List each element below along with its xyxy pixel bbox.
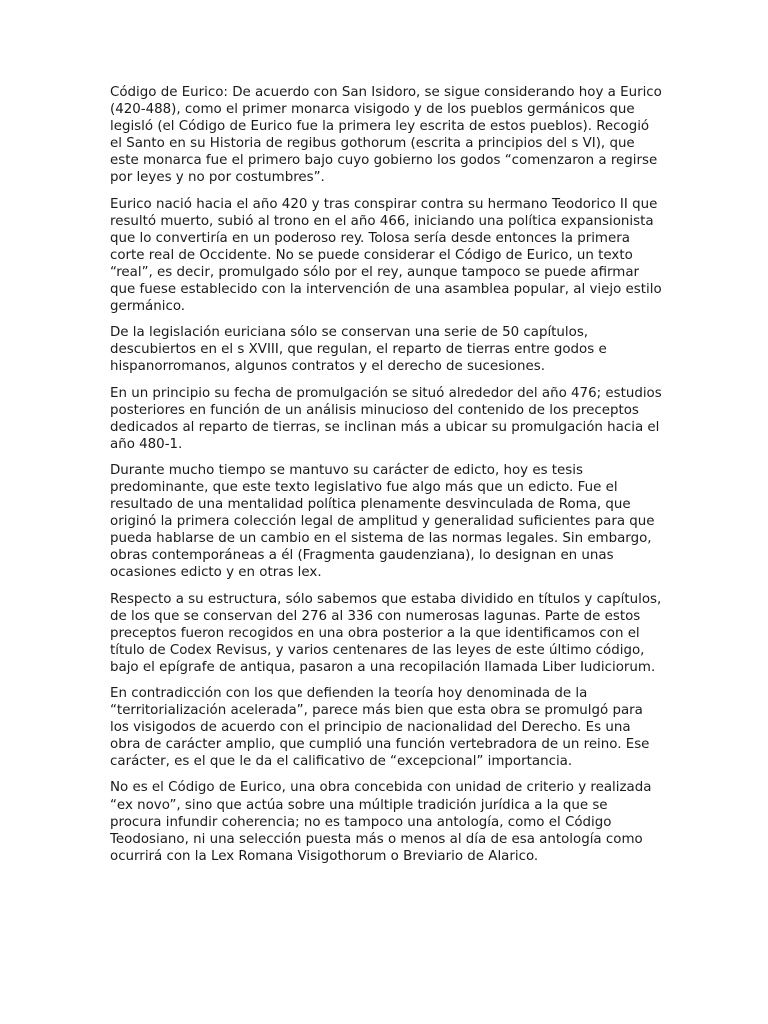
paragraph-2: Eurico nació hacia el año 420 y tras conspirar contra su hermano Teodorico II que resultó muerto, subió al trono en el año 466, iniciando una política expansionista que lo convertiría en un poderoso rey. Tolosa sería desde entonces la primera corte real de Occidente. No se puede considerar el Código de Eurico, un texto “real”, es decir, promulgado sólo por el rey, aunque tampoco se puede afirmar que fuese establecido con la intervención de una asamblea popular, al viejo estilo germánico. — [110, 196, 662, 315]
paragraph-3: De la legislación euriciana sólo se conservan una serie de 50 capítulos, descubiertos en el s XVIII, que regulan, el reparto de tierras entre godos e hispanorromanos, algunos contratos y el derecho de sucesiones. — [110, 325, 607, 375]
paragraph-1: Código de Eurico: De acuerdo con San Isidoro, se sigue considerando hoy a Eurico (420-488), como el primer monarca visigodo y de los pueblos germánicos que legisló (el Código de Eurico fue la primera ley escrita de estos pueblos). Recogió el Santo en su Historia de regibus gothorum (escrita a principios del s VI), que este monarca fue el primero bajo cuyo gobierno los godos “comenzaron a regirse por leyes y no por costumbres”. — [110, 85, 662, 186]
paragraph-4: En un principio su fecha de promulgación se situó alrededor del año 476; estudios posteriores en función de un análisis minucioso del contenido de los preceptos dedicados al reparto de tierras, se inclinan más a ubicar su promulgación hacia el año 480-1. — [110, 385, 662, 452]
paragraph-6: Respecto a su estructura, sólo sabemos que estaba dividido en títulos y capítulos, de los que se conservan del 276 al 336 con numerosas lagunas. Parte de estos preceptos fueron recogidos en una obra posterior a la que identificamos con el título de Codex Revisus, y varios centenares de las leyes de este último código, bajo el epígrafe de antiqua, pasaron a una recopilación llamada Liber Iudiciorum. — [110, 591, 662, 675]
paragraph-8: No es el Código de Eurico, una obra concebida con unidad de criterio y realizada “ex novo”, sino que actúa sobre una múltiple tradición jurídica a la que se procura infundir coherencia; no es tampoco una antología, como el Código Teodosiano, ni una selección puesta más o menos al día de esa antología como ocurrirá con la Lex Romana Visigothorum o Breviario de Alarico. — [110, 780, 652, 864]
paragraph-7: En contradicción con los que defienden la teoría hoy denominada de la “territorialización acelerada”, parece más bien que esta obra se promulgó para los visigodos de acuerdo con el principio de nacionalidad del Derecho. Es una obra de carácter amplio, que cumplió una función vertebradora de un reino. Ese carácter, es el que le da el calificativo de “excepcional” importancia. — [110, 686, 650, 770]
paragraph-5: Durante mucho tiempo se mantuvo su carácter de edicto, hoy es tesis predominante, que este texto legislativo fue algo más que un edicto. Fue el resultado de una mentalidad política plenamente desvinculada de Roma, que originó la primera colección legal de amplitud y generalidad suficientes para que pueda hablarse de un cambio en el sistema de las normas legales. Sin embargo, obras contemporáneas a él (Fragmenta gaudenziana), lo designan en unas ocasiones edicto y en otras lex. — [110, 462, 655, 581]
document-body — [110, 84, 662, 874]
